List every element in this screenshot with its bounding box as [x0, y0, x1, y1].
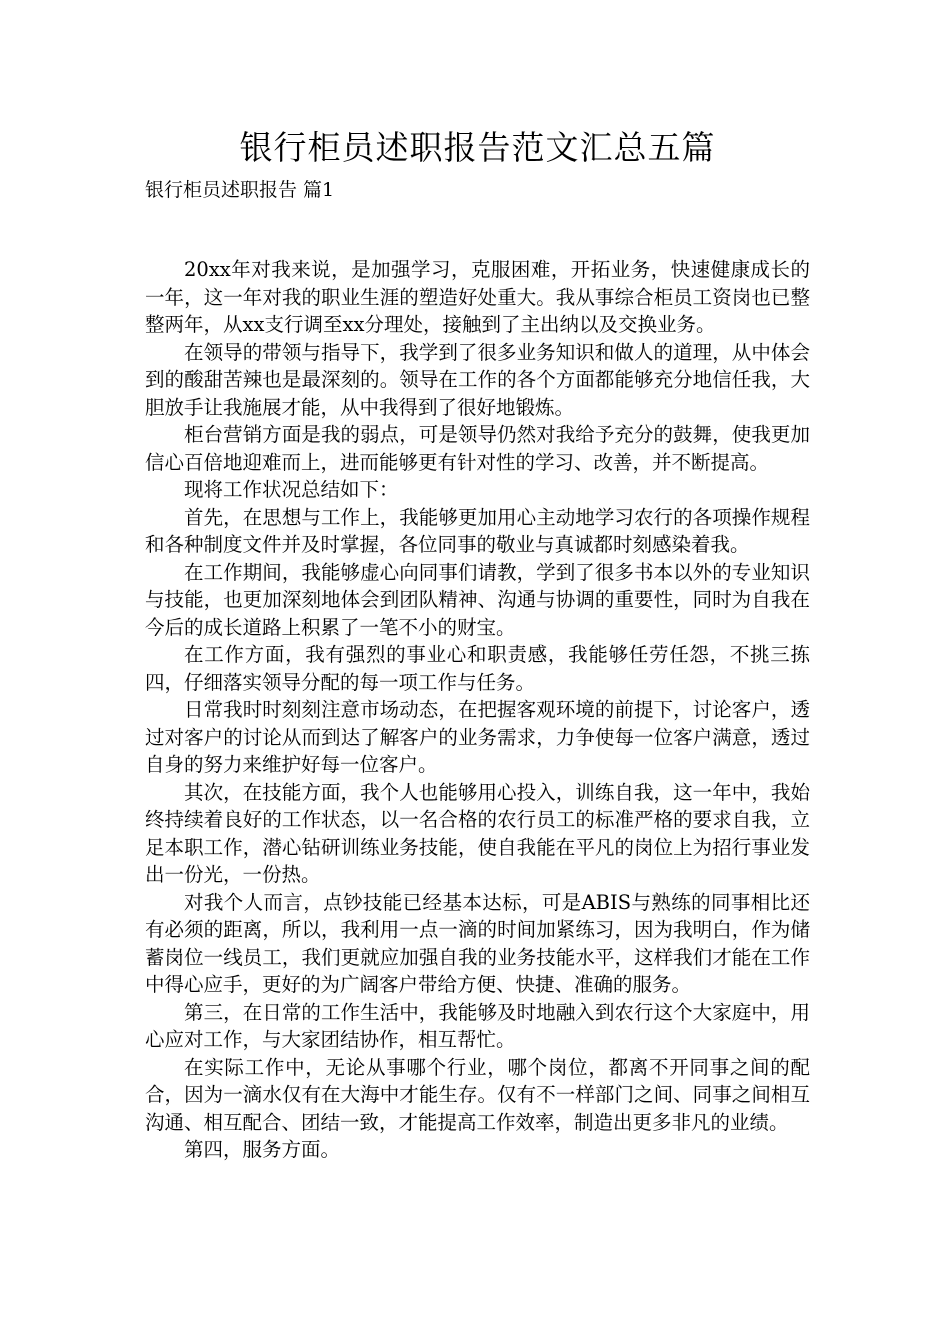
- paragraph: 首先，在思想与工作上，我能够更加用心主动地学习农行的各项操作规程和各种制度文件并及时掌握，各位同事的敬业与真诚都时刻感染着我。: [145, 505, 810, 556]
- paragraph: 其次，在技能方面，我个人也能够用心投入，训练自我，这一年中，我始终持续着良好的工作状态，以一名合格的农行员工的标准严格的要求自我，立足本职工作，潜心钻研训练业务技能，使自我能在平凡的岗位上为招行事业发出一份光，一份热。: [145, 780, 810, 886]
- paragraph: 在实际工作中，无论从事哪个行业，哪个岗位，都离不开同事之间的配合，因为一滴水仅有在大海中才能生存。仅有不一样部门之间、同事之间相互沟通、相互配合、团结一致，才能提高工作效率，制造出更多非凡的业绩。: [145, 1055, 810, 1134]
- document-title: 银行柜员述职报告范文汇总五篇: [239, 128, 716, 167]
- paragraph: 日常我时时刻刻注意市场动态，在把握客观环境的前提下，讨论客户，透过对客户的讨论从而到达了解客户的业务需求，力争使每一位客户满意，透过自身的努力来维护好每一位客户。: [145, 698, 810, 776]
- document-body: [145, 256, 810, 1164]
- paragraph: 对我个人而言，点钞技能已经基本达标，可是ABIS与熟练的同事相比还有必须的距离，所以，我利用一点一滴的时间加紧练习，因为我明白，作为储蓄岗位一线员工，我们更就应加强自我的业务技能水平，这样我们才能在工作中得心应手，更好的为广阔客户带给方便、快捷、准确的服务。: [145, 890, 810, 996]
- paragraph: 在工作方面，我有强烈的事业心和职责感，我能够任劳任怨，不挑三拣四，仔细落实领导分配的每一项工作与任务。: [145, 643, 810, 694]
- section-subtitle: 银行柜员述职报告 篇1: [145, 179, 335, 201]
- paragraph: 20xx年对我来说，是加强学习，克服困难，开拓业务，快速健康成长的一年，这一年对我的职业生涯的塑造好处重大。我从事综合柜员工资岗也已整整两年，从xx支行调至xx分理处，接触到了主出纳以及交换业务。: [145, 258, 810, 336]
- document-page: [145, 120, 810, 1164]
- paragraph: 现将工作状况总结如下：: [184, 478, 399, 501]
- paragraph: 在领导的带领与指导下，我学到了很多业务知识和做人的道理，从中体会到的酸甜苦辣也是最深刻的。领导在工作的各个方面都能够充分地信任我，大胆放手让我施展才能，从中我得到了很好地锻炼。: [145, 340, 810, 419]
- paragraph: 柜台营销方面是我的弱点，可是领导仍然对我给予充分的鼓舞，使我更加信心百倍地迎难而上，进而能够更有针对性的学习、改善，并不断提高。: [145, 423, 810, 474]
- paragraph: 第三，在日常的工作生活中，我能够及时地融入到农行这个大家庭中，用心应对工作，与大家团结协作，相互帮忙。: [145, 1000, 810, 1051]
- paragraph: 第四，服务方面。: [184, 1138, 341, 1161]
- paragraph: 在工作期间，我能够虚心向同事们请教，学到了很多书本以外的专业知识与技能，也更加深刻地体会到团队精神、沟通与协调的重要性，同时为自我在今后的成长道路上积累了一笔不小的财宝。: [145, 560, 810, 639]
